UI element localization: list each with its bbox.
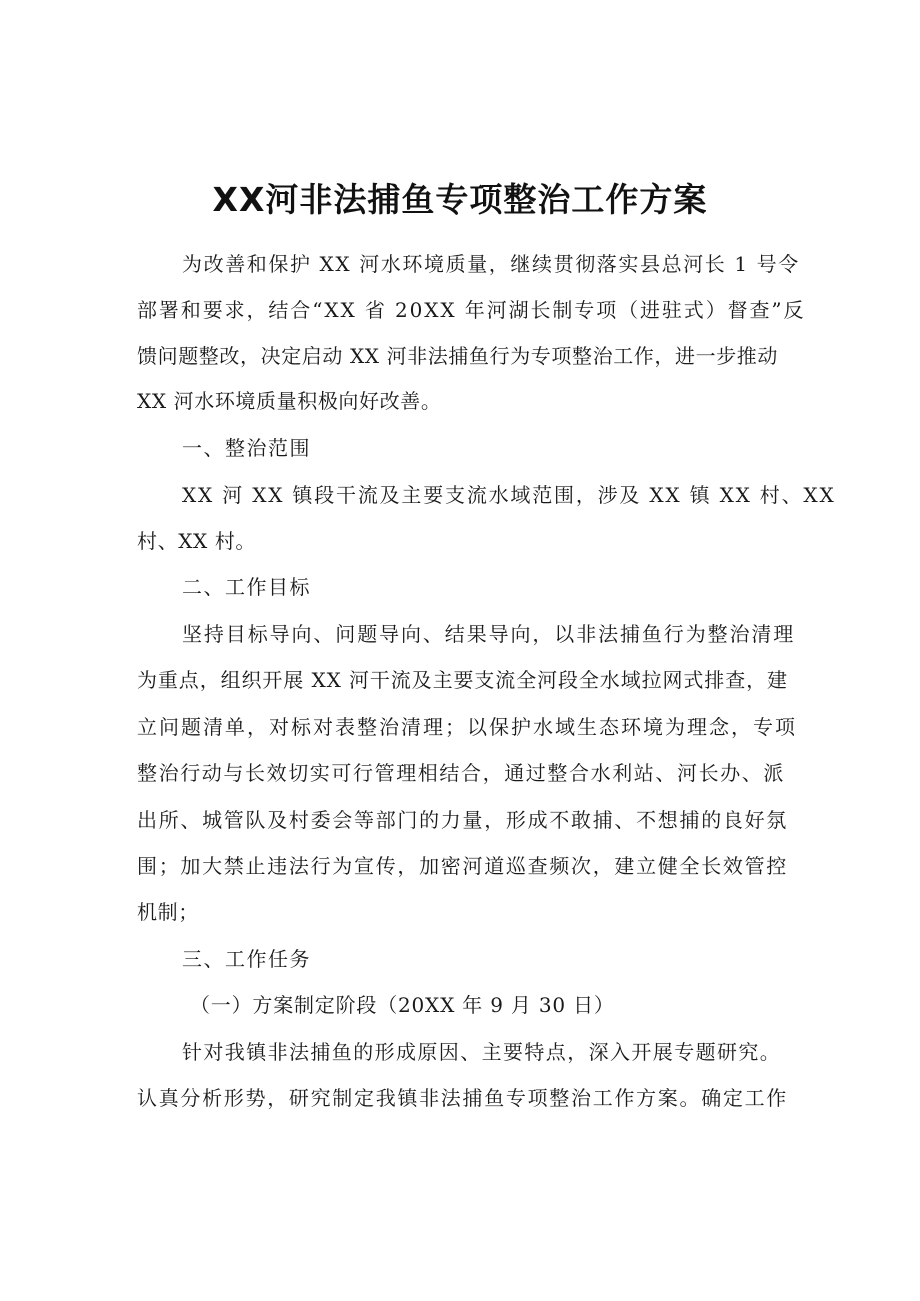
- paragraph-line: 出所、城管队及村委会等部门的力量，形成不敢捕、不想捕的良好氛: [137, 808, 788, 832]
- paragraph-line: 坚持目标导向、问题导向、结果导向，以非法捕鱼行为整治清理: [182, 622, 796, 646]
- paragraph-line: 整治行动与长效切实可行管理相结合，通过整合水利站、河长办、派: [137, 761, 785, 785]
- paragraph-line: 针对我镇非法捕鱼的形成原因、主要特点，深入开展专题研究。: [182, 1040, 782, 1064]
- section-heading: 二、工作目标: [182, 575, 311, 599]
- paragraph-line: XX 河水环境质量积极向好改善。: [137, 389, 442, 413]
- paragraph-line: 围；加大禁止违法行为宣传，加密河道巡查频次，建立健全长效管控: [137, 854, 788, 878]
- paragraph-line: 立问题清单，对标对表整治清理；以保护水域生态环境为理念，专项: [137, 715, 797, 739]
- paragraph-line: 为重点，组织开展 XX 河干流及主要支流全河段全水域拉网式排查，建: [137, 668, 788, 692]
- section-heading: 一、整治范围: [182, 436, 311, 460]
- paragraph-line: 为改善和保护 XX 河水环境质量，继续贯彻落实县总河长 1 号令: [182, 252, 800, 276]
- paragraph-line: 机制；: [137, 900, 199, 924]
- section-heading: 三、工作任务: [182, 947, 311, 971]
- paragraph-line: 认真分析形势，研究制定我镇非法捕鱼专项整治工作方案。确定工作: [137, 1086, 788, 1110]
- paragraph-line: 村、XX 村。: [137, 529, 257, 553]
- paragraph-line: XX 河 XX 镇段干流及主要支流水域范围，涉及 XX 镇 XX 村、XX: [182, 483, 836, 507]
- paragraph-line: 部署和要求，结合“XX 省 20XX 年河湖长制专项（进驻式）督查”反: [137, 298, 806, 322]
- document-title: XX河非法捕鱼专项整治工作方案: [212, 180, 708, 219]
- subsection-heading: （一）方案制定阶段（20XX 年 9 月 30 日）: [190, 993, 615, 1017]
- paragraph-line: 馈问题整改，决定启动 XX 河非法捕鱼行为专项整治工作，进一步推动: [137, 344, 778, 368]
